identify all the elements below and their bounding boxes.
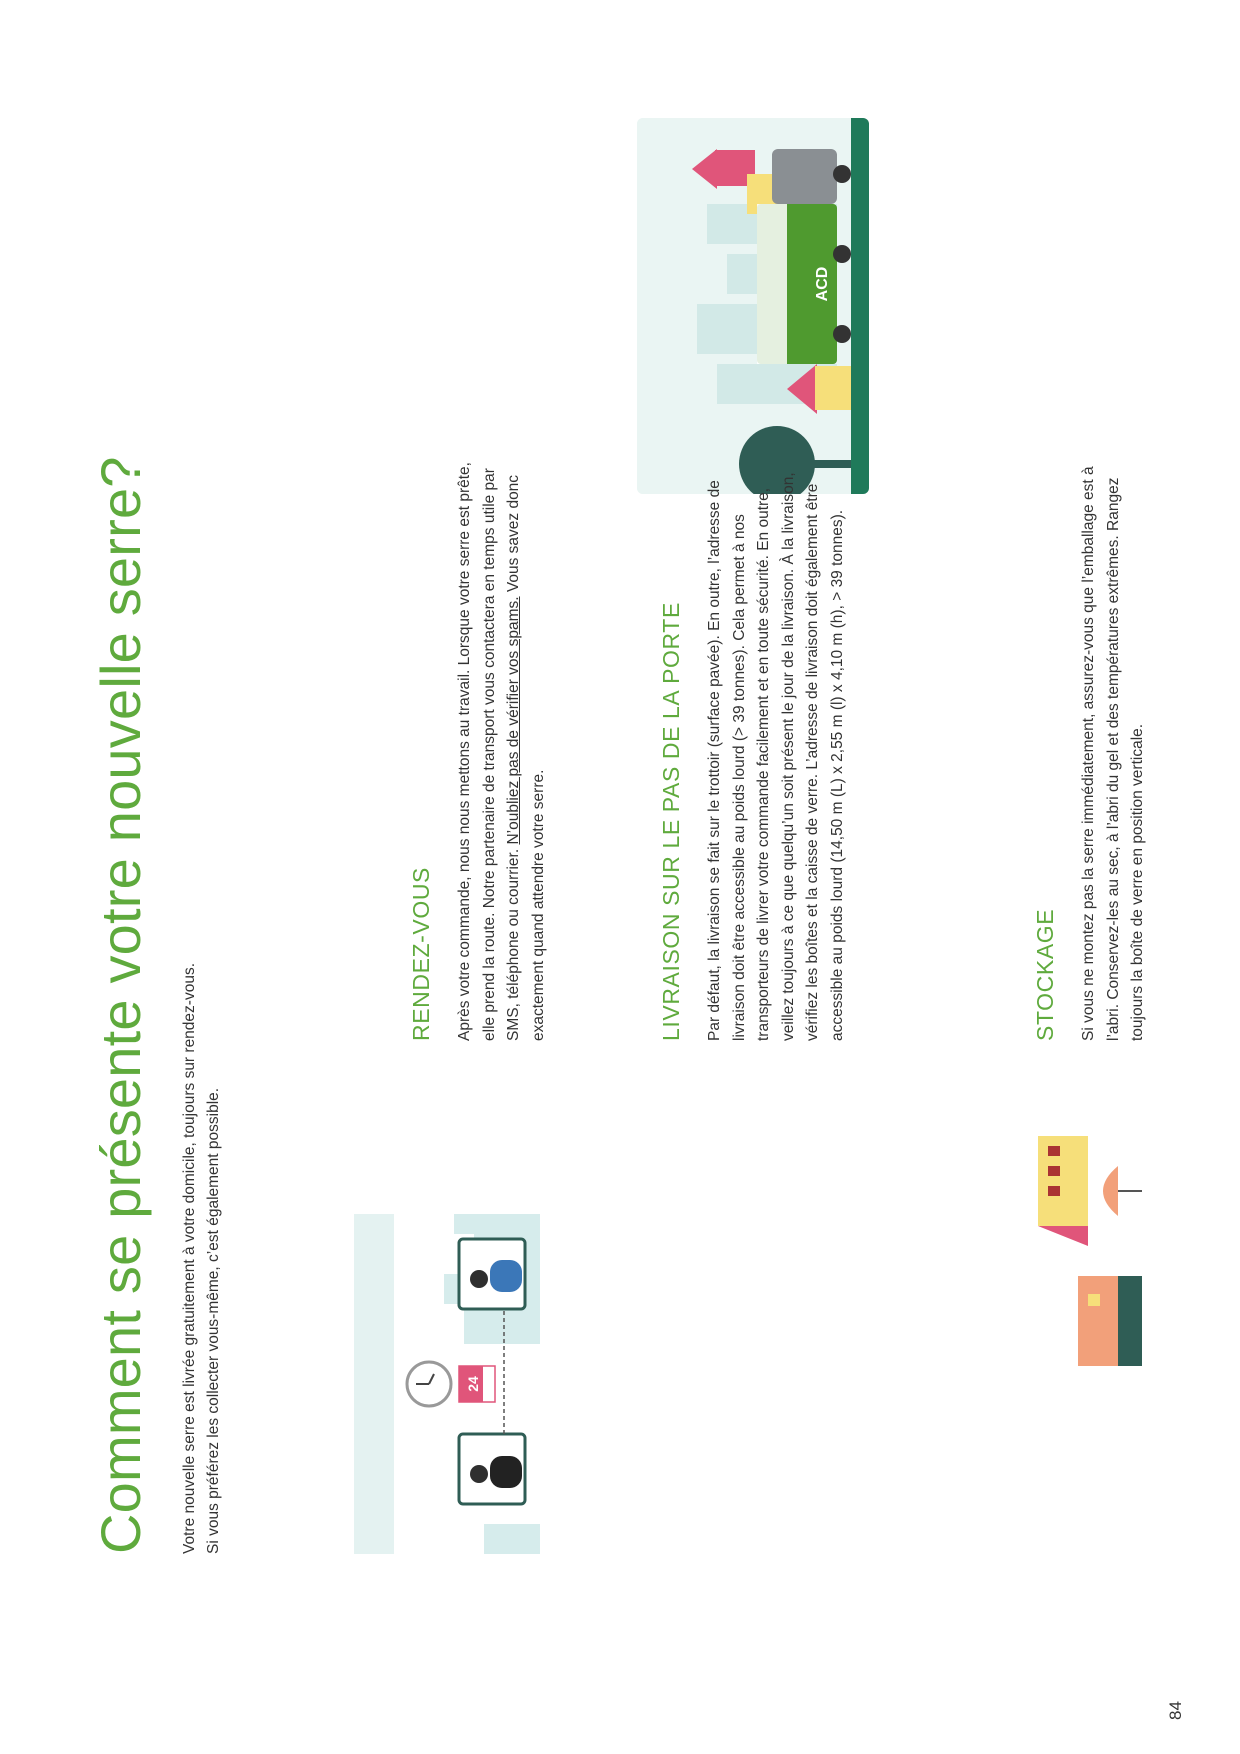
section-livraison <box>658 441 850 1041</box>
rendez-vous-text-part-1: Après votre commande, nous nous mettons au travail. Lorsque votre serre est prête, elle prend la route. Notre partenaire de transport vous contactera en temps utile par SMS, téléphone ou courrier. <box>456 462 522 1041</box>
calendar-day: 24 <box>465 1376 481 1392</box>
appointment-illustration <box>354 1214 540 1554</box>
page-number: 84 <box>1166 1701 1185 1720</box>
intro-line-1: Votre nouvelle serre est livrée gratuitement à votre domicile, toujours sur rendez-vous. <box>181 962 198 1554</box>
page-title: Comment se présente votre nouvelle serre? <box>89 456 152 1554</box>
rendez-vous-text <box>453 441 551 1041</box>
intro-text <box>178 254 226 1554</box>
section-rendez-vous <box>408 441 551 1041</box>
stockage-heading: STOCKAGE <box>1032 908 1058 1041</box>
section-stockage <box>1032 441 1151 1041</box>
truck-logo: ACD <box>814 266 831 302</box>
livraison-text: Par défaut, la livraison se fait sur le trottoir (surface pavée). En outre, l’adresse de livraison doit être accessible au poids lourd (> 39 tonnes). Cela permet à nos transporteurs de livrer votre commande facilement et en toute sécurité. En outre, veillez toujours à ce que quelqu’un soit présent le jour de la livraison. À la livraison, vérifiez les boîtes et la caisse de verre. L’adresse de livraison doit également être accessible au poids lourd (14,50 m (L) x 2,55 m (l) x 4,10 m (h), > 39 tonnes). <box>706 472 846 1041</box>
livraison-heading: LIVRAISON SUR LE PAS DE LA PORTE <box>658 602 684 1041</box>
delivery-truck-icon <box>637 118 869 494</box>
storage-scene-icon <box>1038 1136 1142 1366</box>
delivery-truck-illustration <box>637 118 869 494</box>
storage-illustration <box>1038 1136 1142 1366</box>
appointment-scene-icon <box>354 1214 540 1554</box>
rendez-vous-heading: RENDEZ-VOUS <box>408 866 434 1041</box>
intro-line-2: Si vous préférez les collecter vous-même, c’est également possible. <box>205 1087 222 1554</box>
rendez-vous-spam-note: N’oubliez pas de vérifier vos spams. <box>505 596 522 845</box>
rendez-vous-text-part-2: Vous savez donc exactement quand attendre votre serre. <box>505 474 547 1041</box>
stockage-text: Si vous ne montez pas la serre immédiatement, assurez-vous que l’emballage est à l’abri. Conservez-les au sec, à l’abri du gel et des températures extrêmes. Rangez toujours la boîte de verre en position verticale. <box>1080 466 1146 1041</box>
